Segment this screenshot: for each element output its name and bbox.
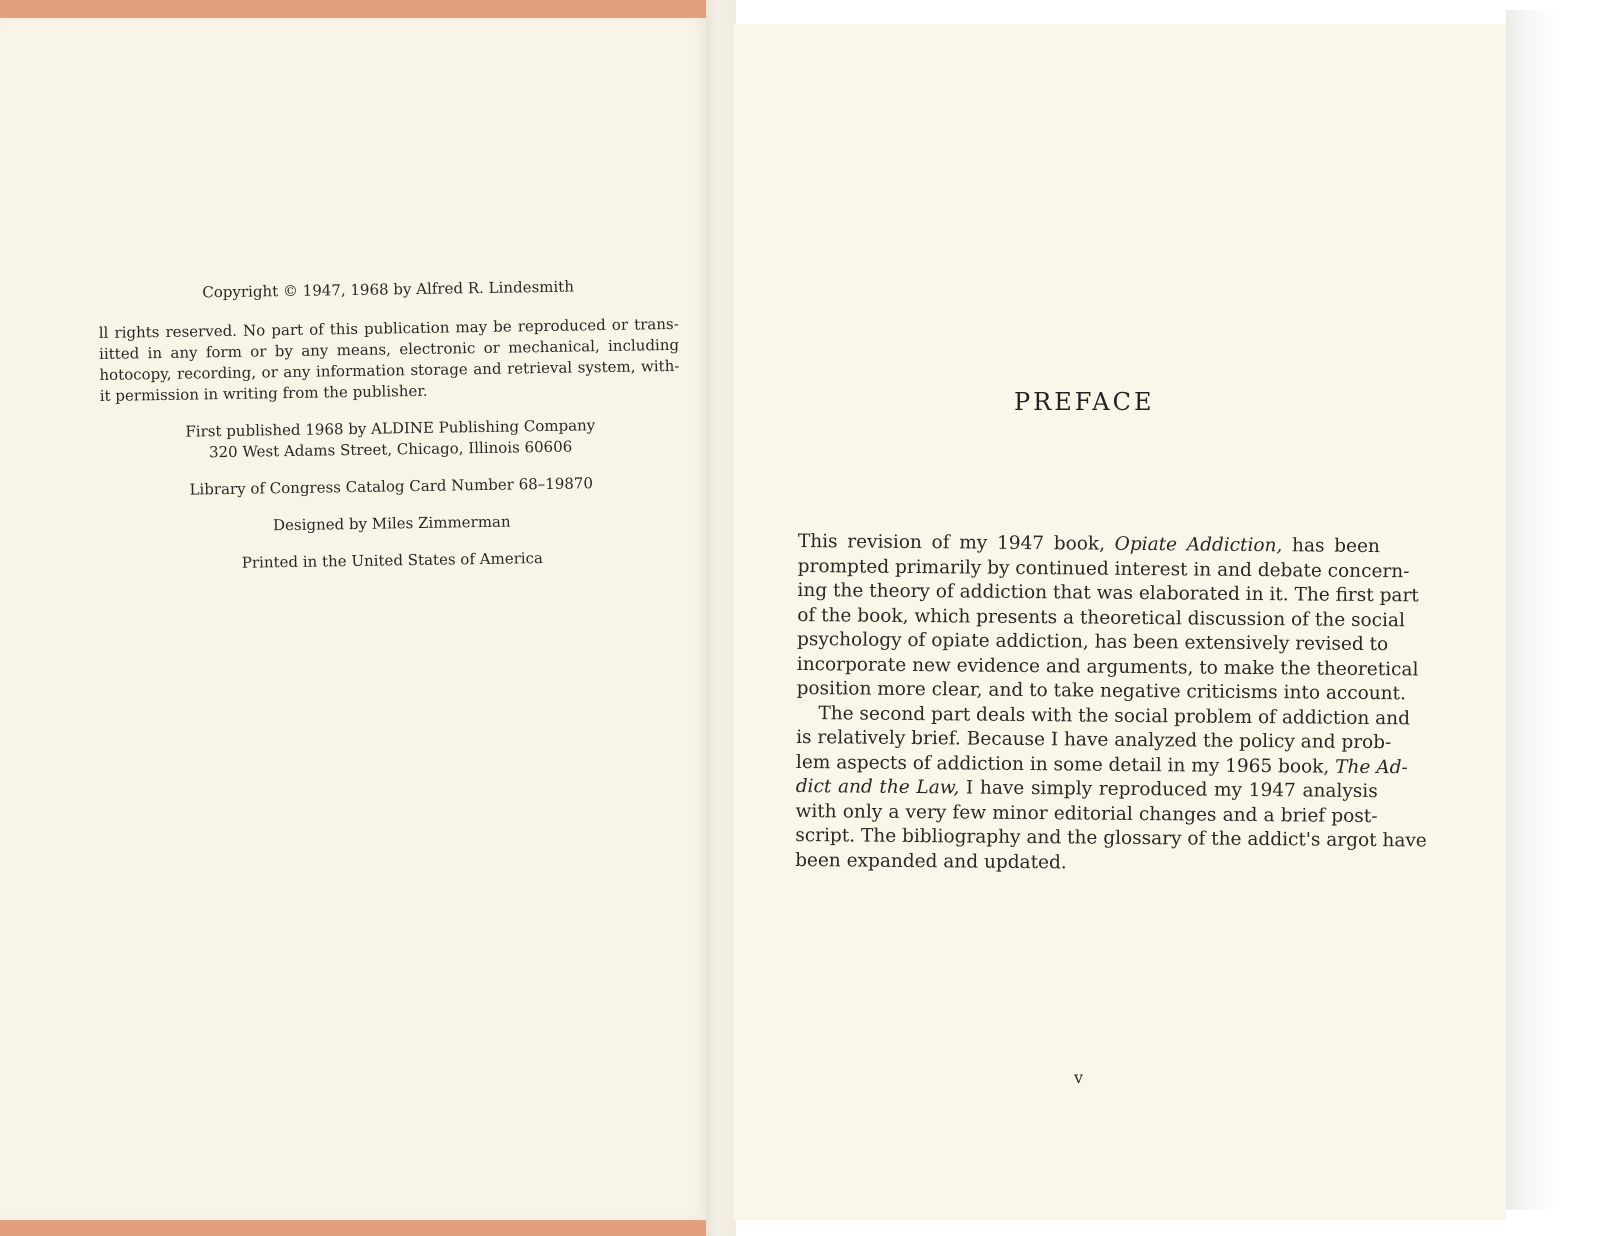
preface-line: incorporate new evidence and arguments, to make the theoretical [796, 653, 1419, 680]
preface-line: psychology of opiate addiction, has been extensively revised to [796, 628, 1389, 656]
rights-line: it permission in writing from the publisher. [99, 381, 428, 405]
page-edge [1506, 10, 1556, 1210]
first-published-line: First published 1968 by ALDINE Publishing Company [185, 416, 596, 441]
rights-statement [99, 314, 680, 407]
preface-text [795, 530, 1427, 878]
preface-line: lem aspects of addiction in some detail in my 1965 book, The Ad- [795, 751, 1408, 778]
publisher-address: 320 West Adams Street, Chicago, Illinois 60606 [208, 437, 573, 462]
preface-line: position more clear, and to take negative criticisms into account. [796, 677, 1407, 705]
left-page [0, 18, 706, 1220]
rights-line: hotocopy, recording, or any information storage and retrieval system, with- [99, 356, 680, 384]
book-gutter [706, 0, 736, 1236]
preface-line: The second part deals with the social problem of addiction and [818, 702, 1411, 729]
preface-line: of the book, which presents a theoretical discussion of the social [797, 604, 1406, 631]
catalog-number: Library of Congress Catalog Card Number 68–19870 [189, 474, 594, 499]
preface-line: ing the theory of addiction that was elaborated in it. The first part [797, 579, 1419, 607]
preface-title: PREFACE [1014, 388, 1155, 416]
preface-line: This revision of my 1947 book, Opiate Addiction, has been [797, 530, 1380, 558]
preface-line: with only a very few minor editorial changes and a brief post- [795, 800, 1378, 827]
publisher-block [100, 414, 681, 465]
book-title-italic: The Ad- [1335, 756, 1408, 778]
copyright-block [98, 275, 683, 592]
rights-line: iitted in any form or by any means, electronic or mechanical, including [98, 335, 680, 363]
preface-line: dict and the Law, I have simply reproduced my 1947 analysis [795, 775, 1378, 803]
preface-line: script. The bibliography and the glossary of the addict's argot have [795, 824, 1427, 852]
preface-line: prompted primarily by continued interest in and debate concern- [797, 555, 1410, 582]
rights-line: ll rights reserved. No part of this publication may be reproduced or trans- [98, 314, 679, 342]
book-title-italic: Opiate Addiction, [1114, 533, 1283, 557]
page-number: v [1074, 1068, 1084, 1087]
preface-line: is relatively brief. Because I have analyzed the policy and prob- [796, 726, 1392, 754]
preface-line: been expanded and updated. [795, 849, 1067, 873]
designer-credit: Designed by Miles Zimmerman [272, 512, 511, 535]
book-title-italic: dict and the Law, [795, 775, 960, 799]
copyright-line: Copyright © 1947, 1968 by Alfred R. Lindesmith [202, 277, 575, 302]
printed-in-line: Printed in the United States of America [241, 549, 544, 572]
